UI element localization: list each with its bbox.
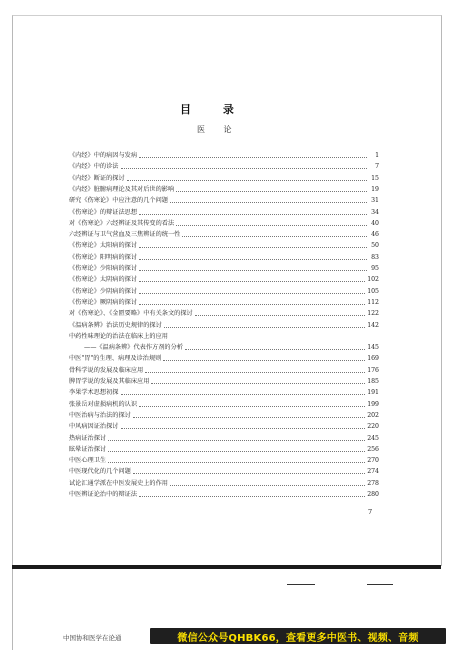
toc-entry-title: 骨科学说的发展及临床应用 xyxy=(69,366,144,374)
toc-row xyxy=(69,410,379,420)
toc-row xyxy=(69,455,379,465)
toc-entry-page: 202 xyxy=(367,411,379,419)
toc-entry-page: 83 xyxy=(371,253,379,261)
toc-entry-title: 《伤寒论》太阳病的探讨 xyxy=(69,242,138,250)
toc-entry-title: 中医现代化的几个问题 xyxy=(69,468,131,476)
toc-entry-title: 中风病因证治探讨 xyxy=(69,423,119,431)
toc-entry-page: 185 xyxy=(367,378,379,385)
toc-entry-page: 191 xyxy=(367,389,379,397)
toc-entry-title: 《温病条辨》治法历史规律的探讨 xyxy=(69,321,162,329)
toc-dot-leader xyxy=(139,280,365,282)
toc-dot-leader xyxy=(163,359,365,361)
toc-row xyxy=(69,466,379,476)
toc-entry-title: ——《温病条辨》代表作方剂的分析 xyxy=(84,344,183,352)
toc-dot-leader xyxy=(139,303,365,305)
toc-entry-title: 脾胃学说的发展及其临床应用 xyxy=(69,378,150,385)
toc-entry-page: 122 xyxy=(367,310,379,318)
toc-dot-leader xyxy=(121,167,368,169)
toc-dot-leader xyxy=(176,224,367,226)
toc-entry-page: 199 xyxy=(367,400,379,408)
toc-dot-leader xyxy=(108,450,365,452)
toc-entry-title: 李果学术思想初探 xyxy=(69,389,119,397)
toc-entry-title: 《内经》中的诊法 xyxy=(69,163,119,171)
toc-dot-leader xyxy=(139,269,367,271)
footnote-rule-right xyxy=(367,584,393,585)
toc-entry-title: 《伤寒论》太阴病的探讨 xyxy=(69,276,138,284)
toc-dot-leader xyxy=(133,416,365,418)
toc-row xyxy=(69,342,379,352)
toc-entry-page: 34 xyxy=(371,208,379,216)
toc-entry-page: 105 xyxy=(367,287,379,295)
toc-row xyxy=(69,263,379,273)
toc-entry-page: 95 xyxy=(371,265,379,272)
toc-entry-page: 46 xyxy=(371,231,379,239)
toc-dot-leader xyxy=(145,371,365,373)
toc-dot-leader xyxy=(139,495,365,497)
toc-row xyxy=(69,286,379,296)
toc-entry-title: 中医"胃"的生理、病理及诊治规则 xyxy=(69,355,162,363)
toc-dot-leader xyxy=(121,393,366,395)
toc-dot-leader xyxy=(185,348,365,350)
toc-dot-leader xyxy=(139,156,367,158)
promo-banner-text: 微信公众号QHBK66，查看更多中医书、视频、音频 xyxy=(177,632,419,644)
toc-dot-leader xyxy=(170,201,367,203)
viewer-top-bar xyxy=(0,0,450,12)
toc-dot-leader xyxy=(176,190,367,192)
toc-entry-title: 试论汇通学派在中医发展史上的作用 xyxy=(69,479,168,487)
toc-row xyxy=(69,320,379,330)
toc-entry-page: 169 xyxy=(367,355,379,363)
toc-entry-title: 《伤寒论》阳明病的探讨 xyxy=(69,253,138,261)
toc-entry-title: 《内经》中的病因与发病 xyxy=(69,152,138,159)
toc-entry-page: 50 xyxy=(371,242,379,250)
promo-banner xyxy=(150,628,446,644)
toc-row xyxy=(69,252,379,262)
toc-entry-title: 热病证治探讨 xyxy=(69,434,107,442)
toc-entry-title: 中药性味理论的治法在临床上的应用 xyxy=(69,332,168,340)
toc-dot-leader xyxy=(139,258,367,260)
toc-entry-title: 《伤寒论》的辩证法思想 xyxy=(69,208,138,216)
toc-entry-title: 中医心理卫生 xyxy=(69,457,107,465)
toc-entry-title: 张景岳对虚损病机的认识 xyxy=(69,400,138,408)
toc-entry-page: 19 xyxy=(371,185,379,193)
toc-entry-title: 《伤寒论》少阳病的探讨 xyxy=(69,265,138,272)
toc-row xyxy=(69,297,379,307)
toc-row xyxy=(69,399,379,409)
toc-row xyxy=(69,229,379,239)
toc-entry-title: 对《伤寒论》、《金匮要略》中有关条文的探讨 xyxy=(69,310,193,318)
toc-row xyxy=(69,218,379,228)
toc-row xyxy=(69,421,379,431)
toc-row xyxy=(69,387,379,397)
publisher-footer: 中国协和医学在论通 xyxy=(63,634,122,642)
toc-row xyxy=(69,240,379,250)
toc-entry-page: 245 xyxy=(367,434,379,442)
toc-entry-page: 278 xyxy=(367,479,379,487)
toc-dot-leader xyxy=(121,427,366,429)
toc-entry-page: 274 xyxy=(367,468,379,476)
toc-row xyxy=(69,161,379,171)
toc-dot-leader xyxy=(139,213,367,215)
toc-dot-leader xyxy=(139,292,365,294)
toc-dot-leader xyxy=(151,382,365,384)
toc-dot-leader xyxy=(164,326,365,328)
toc-entry-title: 眩晕证治探讨 xyxy=(69,445,107,453)
toc-row xyxy=(69,150,379,160)
toc-dot-leader xyxy=(133,472,365,474)
toc-entry-title: 中医治病与治法的探讨 xyxy=(69,411,131,419)
toc-entry-page: 176 xyxy=(367,366,379,374)
toc-entry-page: 220 xyxy=(367,423,379,431)
toc-entry-page: 31 xyxy=(371,197,379,205)
toc-entry-title: 对《伤寒论》六经辨证及其传变的看法 xyxy=(69,219,175,227)
section-subtitle: 医 论 xyxy=(197,125,240,134)
toc-entry-title: 《伤寒论》少阴病的探讨 xyxy=(69,287,138,295)
toc-entry-page: 15 xyxy=(371,174,379,182)
toc-row xyxy=(69,444,379,454)
toc-entry-title: 六经辨证与卫气营血及三焦辨证的统一性 xyxy=(69,231,181,239)
toc-row xyxy=(69,184,379,194)
toc-row xyxy=(69,195,379,205)
toc-dot-leader xyxy=(127,179,367,181)
toc-entry-page: 270 xyxy=(367,457,379,465)
toc-row xyxy=(69,376,379,386)
toc-dot-leader xyxy=(170,484,365,486)
toc-row xyxy=(69,478,379,488)
toc-dot-leader xyxy=(195,314,365,316)
toc-entry-page: 145 xyxy=(367,344,379,352)
toc-row xyxy=(69,489,379,499)
page-title: 目 录 xyxy=(180,103,248,116)
toc-dot-leader xyxy=(108,439,365,441)
toc-dot-leader xyxy=(182,235,367,237)
toc-entry-page: 280 xyxy=(367,491,379,498)
toc-row xyxy=(69,433,379,443)
toc-row xyxy=(69,173,379,183)
toc-entry-page: 40 xyxy=(371,219,379,227)
toc-entry-page: 7 xyxy=(375,163,379,171)
toc-entry-title: 《伤寒论》厥阴病的探讨 xyxy=(69,298,138,306)
toc-entry-page: 142 xyxy=(367,321,379,329)
toc-entry-title: 《内经》脏腑病理论及其对后世的影响 xyxy=(69,185,175,193)
toc-entry-page: 1 xyxy=(375,152,379,159)
toc-row xyxy=(69,207,379,217)
toc-entry-title: 研究《伤寒论》中应注意的几个问题 xyxy=(69,197,168,205)
footnote-rule-left xyxy=(287,584,315,585)
toc-entry-page: 102 xyxy=(367,276,379,284)
toc-row xyxy=(69,308,379,318)
toc-entry-title: 《内经》断证的探讨 xyxy=(69,174,125,182)
toc-dot-leader xyxy=(108,461,365,463)
toc-row xyxy=(69,365,379,375)
toc-row xyxy=(69,353,379,363)
toc-entry-title: 中医辨证论治中的辩证法 xyxy=(69,491,138,498)
toc-row xyxy=(69,274,379,284)
toc-entry-page: 256 xyxy=(367,445,379,453)
toc-entry-page: 112 xyxy=(367,298,379,306)
toc-dot-leader xyxy=(139,246,367,248)
toc-row xyxy=(69,331,379,341)
toc-dot-leader xyxy=(139,405,365,407)
page-number: 7 xyxy=(368,508,373,516)
